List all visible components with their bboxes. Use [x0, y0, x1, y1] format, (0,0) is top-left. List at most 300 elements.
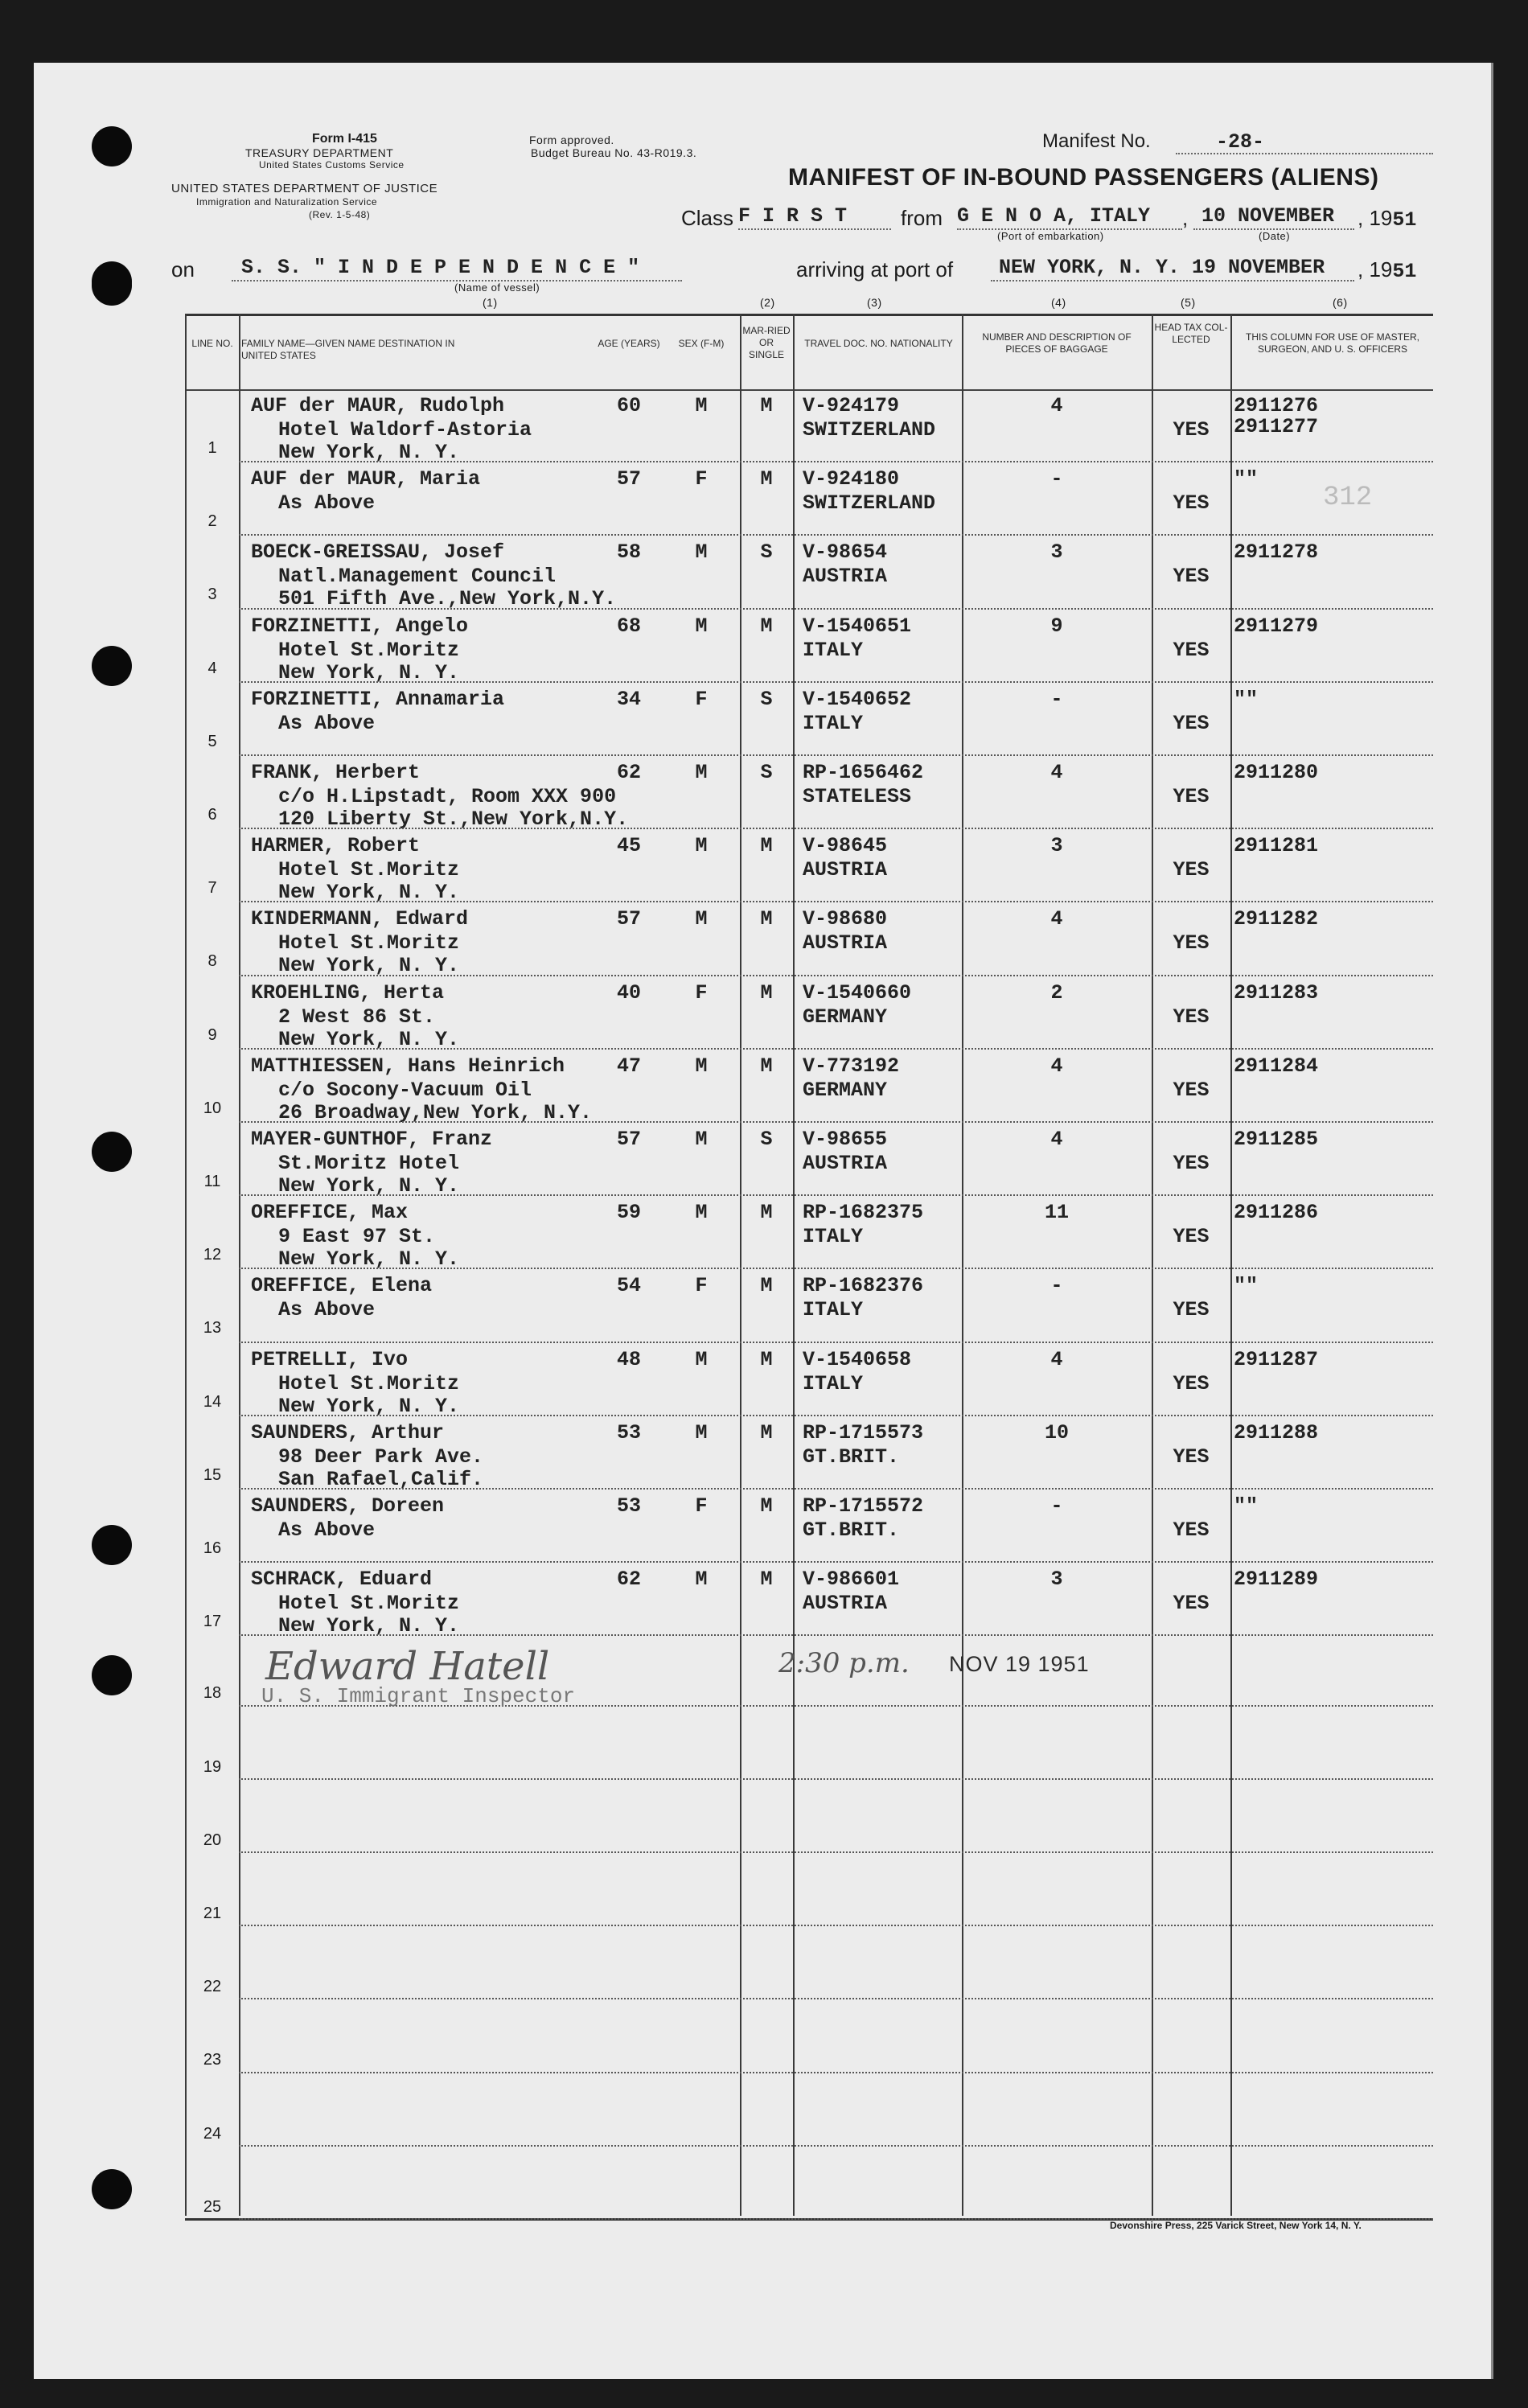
- travel-doc: V-1540652: [803, 687, 912, 711]
- nationality: GT.BRIT.: [803, 1444, 900, 1469]
- destination-line-2: New York, N. Y.: [278, 881, 460, 905]
- head-tax: YES: [1173, 931, 1210, 955]
- row-rule: [239, 608, 1433, 610]
- row-rule: [239, 1488, 1433, 1490]
- nationality: GT.BRIT.: [803, 1518, 900, 1542]
- head-tax: YES: [1173, 491, 1210, 516]
- year-suffix: 51: [1392, 208, 1417, 232]
- sex-cell: M: [695, 1347, 708, 1371]
- travel-doc: RP-1715572: [803, 1494, 924, 1518]
- line-number: 9: [207, 1025, 217, 1044]
- travel-doc: V-924180: [803, 467, 900, 491]
- destination-line-1: Hotel St.Moritz: [278, 1371, 460, 1395]
- head-tax: YES: [1173, 711, 1210, 735]
- sex-cell: M: [695, 1420, 708, 1444]
- head-tax: YES: [1173, 1518, 1210, 1542]
- binder-hole: [92, 1655, 132, 1695]
- nationality: ITALY: [803, 1225, 864, 1249]
- travel-doc: RP-1656462: [803, 761, 924, 784]
- header-rule: [185, 389, 1433, 391]
- age-cell: 62: [616, 761, 641, 784]
- sex-cell: M: [695, 394, 708, 417]
- year-2: , 1951: [1358, 257, 1417, 283]
- nationality: GERMANY: [803, 1078, 888, 1102]
- official-number: 2911288: [1234, 1420, 1319, 1444]
- sex-cell: M: [695, 540, 708, 565]
- destination-line-1: As Above: [278, 1298, 376, 1322]
- age-cell: 57: [616, 907, 641, 931]
- official-number: 2911284: [1234, 1054, 1319, 1078]
- baggage-count: -: [1050, 467, 1063, 491]
- row-rule: [239, 975, 1433, 976]
- age-cell: 68: [616, 614, 641, 638]
- row-rule: [239, 681, 1433, 683]
- row-rule: [239, 1925, 1433, 1926]
- line-number: 18: [203, 1684, 222, 1703]
- passenger-name: OREFFICE, Max: [251, 1201, 409, 1225]
- destination-line-2: New York, N. Y.: [278, 660, 460, 684]
- destination-line-1: As Above: [278, 491, 376, 516]
- baggage-count: 4: [1050, 394, 1063, 417]
- head-tax: YES: [1173, 1152, 1210, 1175]
- marital-cell: M: [760, 834, 773, 858]
- header-line: LINE NO.: [191, 338, 233, 349]
- binder-hole: [92, 1132, 132, 1172]
- destination-line-1: 98 Deer Park Ave.: [278, 1444, 484, 1469]
- baggage-count: 4: [1050, 1054, 1063, 1078]
- destination-line-2: New York, N. Y.: [278, 1174, 460, 1198]
- nationality: SWITZERLAND: [803, 418, 936, 442]
- col-rule: [962, 314, 963, 2216]
- head-tax: YES: [1173, 1225, 1210, 1249]
- baggage-count: -: [1050, 687, 1063, 711]
- baggage-count: -: [1050, 1274, 1063, 1298]
- nationality: ITALY: [803, 638, 864, 662]
- row-rule: [239, 754, 1433, 756]
- passenger-name: HARMER, Robert: [251, 834, 421, 858]
- manifest-no-value: -28-: [1216, 130, 1265, 154]
- row-rule: [239, 1778, 1433, 1780]
- age-cell: 34: [616, 687, 641, 711]
- row-rule: [239, 2145, 1433, 2147]
- inspector-caption: U. S. Immigrant Inspector: [261, 1684, 576, 1708]
- col-num-5: (5): [1181, 296, 1196, 309]
- row-rule: [239, 901, 1433, 902]
- destination-line-2: New York, N. Y.: [278, 1614, 460, 1638]
- destination-line-2: New York, N. Y.: [278, 1394, 460, 1418]
- destination-line-1: c/o Socony-Vacuum Oil: [278, 1078, 532, 1102]
- baggage-count: 3: [1050, 1568, 1063, 1592]
- inspector-signature: Edward Hatell: [265, 1644, 550, 1689]
- baggage-count: 10: [1044, 1420, 1069, 1444]
- col-num-3: (3): [867, 296, 882, 309]
- age-cell: 53: [616, 1420, 641, 1444]
- class-field: [738, 204, 891, 230]
- official-number: 2911285: [1234, 1128, 1319, 1151]
- head-tax: YES: [1173, 1444, 1210, 1469]
- line-number: 2: [207, 512, 217, 531]
- age-cell: 53: [616, 1494, 641, 1518]
- line-number: 17: [203, 1613, 222, 1631]
- arriving-label: arriving at port of: [796, 257, 954, 281]
- baggage-count: 2: [1050, 980, 1063, 1005]
- col-num-2: (2): [760, 296, 775, 309]
- marital-cell: M: [760, 1494, 773, 1518]
- destination-line-2: San Rafael,Calif.: [278, 1467, 484, 1491]
- head-tax: YES: [1173, 418, 1210, 442]
- baggage-count: -: [1050, 1494, 1063, 1518]
- marital-cell: M: [760, 1054, 773, 1078]
- manifest-no-label: Manifest No.: [1042, 130, 1151, 152]
- travel-doc: V-98680: [803, 907, 888, 931]
- marital-cell: M: [760, 394, 773, 417]
- destination-line-1: Natl.Management Council: [278, 565, 557, 589]
- baggage-count: 4: [1050, 1347, 1063, 1371]
- destination-line-2: New York, N. Y.: [278, 441, 460, 464]
- col-rule: [239, 314, 240, 2216]
- marital-cell: S: [760, 1128, 773, 1151]
- marital-cell: M: [760, 1568, 773, 1592]
- line-number: 11: [203, 1173, 221, 1190]
- year-prefix: , 1951: [1358, 206, 1417, 232]
- sex-cell: F: [695, 467, 708, 491]
- travel-doc: V-98655: [803, 1128, 888, 1151]
- treasury-dept: TREASURY DEPARTMENT: [245, 146, 394, 159]
- travel-doc: V-98645: [803, 834, 888, 858]
- passenger-name: MATTHIESSEN, Hans Heinrich: [251, 1054, 565, 1078]
- passenger-name: PETRELLI, Ivo: [251, 1347, 409, 1371]
- marital-cell: M: [760, 907, 773, 931]
- destination-line-1: Hotel Waldorf-Astoria: [278, 418, 532, 442]
- official-number: 2911281: [1234, 834, 1319, 858]
- col-num-4: (4): [1051, 296, 1066, 309]
- travel-doc: V-1540658: [803, 1347, 912, 1371]
- marital-cell: M: [760, 1274, 773, 1298]
- sex-cell: F: [695, 687, 708, 711]
- budget-bureau: Budget Bureau No. 43-R019.3.: [531, 146, 697, 159]
- nationality: STATELESS: [803, 785, 912, 808]
- baggage-count: 4: [1050, 907, 1063, 931]
- head-tax: YES: [1173, 1005, 1210, 1029]
- marital-cell: M: [760, 980, 773, 1005]
- form-number: Form I-415: [312, 132, 377, 146]
- line-number: 4: [207, 659, 217, 677]
- col-rule: [793, 314, 795, 2216]
- nationality: AUSTRIA: [803, 931, 888, 955]
- baggage-count: 4: [1050, 1128, 1063, 1151]
- destination-line-1: c/o H.Lipstadt, Room XXX 900: [278, 785, 617, 808]
- marital-cell: S: [760, 761, 773, 784]
- row-rule: [239, 461, 1433, 462]
- official-number: 2911283: [1234, 980, 1319, 1005]
- header-married: MAR-RIED OR SINGLE: [742, 325, 791, 360]
- travel-doc: RP-1715573: [803, 1420, 924, 1444]
- destination-line-1: As Above: [278, 1518, 376, 1542]
- age-cell: 54: [616, 1274, 641, 1298]
- marital-cell: S: [760, 540, 773, 565]
- row-rule: [239, 1415, 1433, 1416]
- official-number: "": [1234, 1494, 1259, 1518]
- head-tax: YES: [1173, 858, 1210, 882]
- header-tax: HEAD TAX COL-LECTED: [1154, 322, 1228, 345]
- justice-dept: UNITED STATES DEPARTMENT OF JUSTICE: [171, 182, 438, 195]
- passenger-name: FORZINETTI, Annamaria: [251, 687, 505, 711]
- col-rule: [1152, 314, 1153, 2216]
- destination-line-1: Hotel St.Moritz: [278, 1592, 460, 1616]
- travel-doc: V-924179: [803, 394, 900, 417]
- header-doc: TRAVEL DOC. NO. NATIONALITY: [804, 338, 953, 349]
- age-cell: 59: [616, 1201, 641, 1225]
- baggage-count: 9: [1050, 614, 1063, 638]
- header-baggage: NUMBER AND DESCRIPTION OF PIECES OF BAGGAGE: [982, 331, 1132, 355]
- port-caption: (Port of embarkation): [997, 230, 1104, 242]
- binder-hole: [92, 2169, 132, 2209]
- age-cell: 57: [616, 1128, 641, 1151]
- destination-line-2: New York, N. Y.: [278, 954, 460, 978]
- official-number: "": [1234, 687, 1259, 711]
- date-field: [1193, 204, 1354, 230]
- line-number: 19: [203, 1757, 222, 1776]
- header-official: THIS COLUMN FOR USE OF MASTER, SURGEON, AND U. S. OFFICERS: [1245, 331, 1419, 355]
- row-rule: [239, 1561, 1433, 1563]
- vessel-value: S. S. " I N D E P E N D E N C E ": [241, 256, 640, 279]
- col-rule: [740, 314, 741, 2216]
- form-revision: (Rev. 1-5-48): [309, 209, 371, 220]
- passenger-name: KINDERMANN, Edward: [251, 907, 469, 931]
- sex-cell: F: [695, 1494, 708, 1518]
- sex-cell: F: [695, 1274, 708, 1298]
- baggage-count: 4: [1050, 761, 1063, 784]
- line-number: 14: [203, 1392, 222, 1411]
- arrival-field: [991, 256, 1354, 281]
- row-rule: [239, 1268, 1433, 1269]
- travel-doc: V-1540651: [803, 614, 912, 638]
- line-number: 12: [203, 1246, 222, 1264]
- official-number: 2911286: [1234, 1201, 1319, 1225]
- age-cell: 45: [616, 834, 641, 858]
- header-name: FAMILY NAME—GIVEN NAME DESTINATION IN UNITED STATES: [241, 338, 455, 361]
- sex-cell: M: [695, 1201, 708, 1225]
- vessel-field: [232, 256, 682, 281]
- line-number: 3: [207, 586, 217, 604]
- travel-doc: V-773192: [803, 1054, 900, 1078]
- sex-cell: F: [695, 980, 708, 1005]
- ins-service: Immigration and Naturalization Service: [196, 196, 378, 208]
- travel-doc: V-1540660: [803, 980, 912, 1005]
- destination-line-1: As Above: [278, 711, 376, 735]
- date-caption: (Date): [1259, 230, 1291, 242]
- line-number: 24: [203, 2124, 222, 2143]
- destination-line-2: 501 Fifth Ave.,New York,N.Y.: [278, 587, 617, 611]
- head-tax: YES: [1173, 1078, 1210, 1102]
- travel-doc: RP-1682375: [803, 1201, 924, 1225]
- passenger-name: SAUNDERS, Doreen: [251, 1494, 445, 1518]
- manifest-no-field: [1176, 130, 1433, 154]
- destination-line-1: Hotel St.Moritz: [278, 638, 460, 662]
- row-rule: [239, 1048, 1433, 1050]
- line-number: 16: [203, 1539, 222, 1557]
- travel-doc: RP-1682376: [803, 1274, 924, 1298]
- official-number: 2911280: [1234, 761, 1319, 784]
- binder-hole: [92, 126, 132, 166]
- official-number: 2911289: [1234, 1568, 1319, 1592]
- passenger-name: FORZINETTI, Angelo: [251, 614, 469, 638]
- class-value: F I R S T: [738, 204, 848, 228]
- official-number-2: 2911277: [1234, 415, 1319, 438]
- row-rule: [239, 1634, 1433, 1636]
- destination-line-1: St.Moritz Hotel: [278, 1152, 460, 1175]
- destination-line-2: New York, N. Y.: [278, 1027, 460, 1051]
- line-number: 1: [207, 439, 217, 457]
- row-rule: [239, 1121, 1433, 1123]
- marital-cell: M: [760, 1201, 773, 1225]
- baggage-count: 3: [1050, 834, 1063, 858]
- line-number: 25: [203, 2197, 222, 2216]
- head-tax: YES: [1173, 565, 1210, 589]
- sex-cell: M: [695, 1128, 708, 1151]
- age-cell: 48: [616, 1347, 641, 1371]
- passenger-name: SAUNDERS, Arthur: [251, 1420, 445, 1444]
- form-approved: Form approved.: [529, 134, 614, 146]
- passenger-name: AUF der MAUR, Maria: [251, 467, 481, 491]
- line-number: 23: [203, 2051, 222, 2069]
- header-sex: SEX (F-M): [678, 338, 725, 349]
- arrival-value: NEW YORK, N. Y. 19 NOVEMBER: [999, 256, 1325, 279]
- age-cell: 58: [616, 540, 641, 565]
- official-number: 2911276: [1234, 394, 1319, 417]
- passenger-name: SCHRACK, Eduard: [251, 1568, 433, 1592]
- line-number: 15: [203, 1465, 222, 1484]
- passenger-name: MAYER-GUNTHOF, Franz: [251, 1128, 493, 1151]
- line-number: 8: [207, 952, 217, 971]
- row-rule: [239, 1998, 1433, 1999]
- age-cell: 47: [616, 1054, 641, 1078]
- customs-service: United States Customs Service: [259, 159, 405, 171]
- destination-line-2: 120 Liberty St.,New York,N.Y.: [278, 807, 629, 831]
- nationality: AUSTRIA: [803, 1152, 888, 1175]
- age-cell: 62: [616, 1568, 641, 1592]
- head-tax: YES: [1173, 785, 1210, 808]
- age-cell: 60: [616, 394, 641, 417]
- arrival-time: 2:30 p.m.: [778, 1647, 910, 1679]
- from-label: from: [901, 206, 943, 230]
- row-rule: [239, 828, 1433, 829]
- travel-doc: V-98654: [803, 540, 888, 565]
- head-tax: YES: [1173, 638, 1210, 662]
- nationality: GERMANY: [803, 1005, 888, 1029]
- port-field: [957, 204, 1182, 230]
- official-number: 2911287: [1234, 1347, 1319, 1371]
- destination-line-1: 2 West 86 St.: [278, 1005, 436, 1029]
- nationality: SWITZERLAND: [803, 491, 936, 516]
- line-number: 5: [207, 732, 217, 750]
- row-rule: [239, 2072, 1433, 2073]
- binder-hole: [92, 261, 132, 302]
- on-label: on: [171, 257, 195, 281]
- binder-hole: [92, 1525, 132, 1565]
- destination-line-2: New York, N. Y.: [278, 1247, 460, 1272]
- age-cell: 57: [616, 467, 641, 491]
- destination-line-1: Hotel St.Moritz: [278, 858, 460, 882]
- port-value: G E N O A, ITALY: [957, 204, 1151, 228]
- nationality: AUSTRIA: [803, 565, 888, 589]
- line-number: 7: [207, 879, 217, 898]
- sex-cell: M: [695, 834, 708, 858]
- nationality: ITALY: [803, 1298, 864, 1322]
- sex-cell: M: [695, 1568, 708, 1592]
- official-number: "": [1234, 1274, 1259, 1298]
- official-number: 2911278: [1234, 540, 1319, 565]
- marital-cell: M: [760, 1420, 773, 1444]
- margin-number: 312: [1323, 483, 1373, 513]
- nationality: AUSTRIA: [803, 1592, 888, 1616]
- baggage-count: 3: [1050, 540, 1063, 565]
- line-number: 13: [203, 1319, 222, 1338]
- official-number: 2911282: [1234, 907, 1319, 931]
- row-rule: [239, 1194, 1433, 1196]
- passenger-name: OREFFICE, Elena: [251, 1274, 433, 1298]
- baggage-count: 11: [1044, 1201, 1069, 1225]
- marital-cell: M: [760, 1347, 773, 1371]
- header-age: AGE (YEARS): [598, 338, 660, 349]
- col-rule: [1230, 314, 1232, 2216]
- col-num-6: (6): [1333, 296, 1348, 309]
- passenger-name: AUF der MAUR, Rudolph: [251, 394, 505, 417]
- age-cell: 40: [616, 980, 641, 1005]
- official-number: 2911279: [1234, 614, 1319, 638]
- line-number: 21: [203, 1905, 222, 1922]
- nationality: ITALY: [803, 711, 864, 735]
- row-rule: [239, 1342, 1433, 1343]
- passenger-name: FRANK, Herbert: [251, 761, 421, 784]
- head-tax: YES: [1173, 1371, 1210, 1395]
- row-rule: [239, 534, 1433, 536]
- sex-cell: M: [695, 907, 708, 931]
- line-number: 22: [203, 1978, 222, 1996]
- binder-hole: [92, 646, 132, 686]
- sex-cell: M: [695, 761, 708, 784]
- nationality: ITALY: [803, 1371, 864, 1395]
- nationality: AUSTRIA: [803, 858, 888, 882]
- destination-line-1: Hotel St.Moritz: [278, 931, 460, 955]
- marital-cell: M: [760, 467, 773, 491]
- marital-cell: M: [760, 614, 773, 638]
- col-num-1: (1): [483, 296, 498, 309]
- line-number: 20: [203, 1831, 222, 1849]
- row-rule: [239, 1851, 1433, 1853]
- passenger-name: KROEHLING, Herta: [251, 980, 445, 1005]
- travel-doc: V-986601: [803, 1568, 900, 1592]
- marital-cell: S: [760, 687, 773, 711]
- head-tax: YES: [1173, 1592, 1210, 1616]
- destination-line-1: 9 East 97 St.: [278, 1225, 436, 1249]
- class-label: Class: [681, 206, 734, 230]
- arrival-date-stamp: NOV 19 1951: [949, 1652, 1090, 1676]
- vessel-caption: (Name of vessel): [454, 281, 540, 294]
- date-value: 10 NOVEMBER: [1201, 204, 1335, 228]
- official-number: "": [1234, 467, 1259, 491]
- line-number: 10: [203, 1099, 222, 1117]
- destination-line-2: 26 Broadway,New York, N.Y.: [278, 1100, 593, 1124]
- comma-1: ,: [1182, 206, 1189, 230]
- manifest-title: MANIFEST OF IN-BOUND PASSENGERS (ALIENS): [788, 164, 1379, 191]
- line-number: 6: [207, 806, 217, 824]
- head-tax: YES: [1173, 1298, 1210, 1322]
- sex-cell: M: [695, 1054, 708, 1078]
- passenger-name: BOECK-GREISSAU, Josef: [251, 540, 505, 565]
- printer-imprint: Devonshire Press, 225 Varick Street, New York 14, N. Y.: [1110, 2220, 1362, 2231]
- sex-cell: M: [695, 614, 708, 638]
